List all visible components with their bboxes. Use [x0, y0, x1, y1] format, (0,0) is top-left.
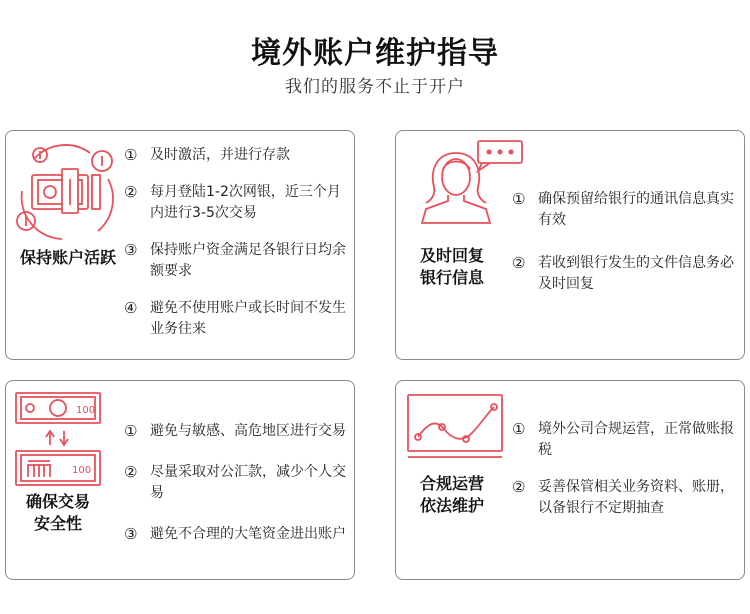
item-number: ① — [124, 146, 138, 164]
card-title-line: 依法维护 — [419, 496, 484, 515]
item-number: ① — [512, 420, 526, 438]
card-title-line: 安全性 — [33, 514, 82, 533]
list-item — [124, 421, 352, 442]
list-item — [124, 182, 349, 224]
item-list — [124, 145, 349, 340]
list-item — [512, 189, 734, 231]
item-number: ③ — [124, 241, 138, 259]
card-title — [396, 245, 508, 289]
card-title-line: 确保交易 — [25, 492, 90, 511]
item-number: ③ — [124, 525, 138, 543]
list-item — [512, 477, 734, 519]
page-title: 境外账户维护指导 — [251, 36, 499, 71]
item-list — [512, 419, 734, 519]
card-title: 保持账户活跃 — [19, 248, 116, 267]
card-title — [6, 491, 110, 535]
card-reply-bank-info — [395, 130, 745, 360]
item-text: 妥善保管相关业务资料、账册，以备银行不定期抽查 — [538, 479, 734, 516]
list-item — [124, 145, 349, 166]
item-text: 若收到银行发生的文件信息务必及时回复 — [538, 255, 734, 292]
card-keep-account-active — [5, 130, 355, 360]
banknote-value: 100 — [72, 465, 92, 476]
item-text: 及时激活，并进行存款 — [150, 147, 290, 163]
item-text: 避免不使用账户或长时间不发生业务往来 — [150, 300, 346, 337]
item-number: ① — [512, 190, 526, 208]
list-item — [512, 253, 734, 295]
banknote-value: 100 — [76, 405, 96, 416]
item-number: ② — [512, 254, 526, 272]
item-number: ④ — [124, 299, 138, 317]
card-title — [396, 473, 508, 517]
page-subtitle: 我们的服务不止于开户 — [285, 77, 465, 97]
item-number: ② — [512, 478, 526, 496]
item-text: 境外公司合规运营，正常做账报税 — [538, 421, 734, 458]
item-list — [124, 421, 352, 545]
item-number: ② — [124, 463, 138, 481]
list-item — [124, 462, 352, 504]
card-title-line: 及时回复 — [419, 246, 484, 265]
item-text: 尽量采取对公汇款，减少个人交易 — [150, 464, 346, 501]
money-cycle-icon — [12, 139, 122, 249]
growth-chart-icon — [406, 393, 506, 463]
list-item — [124, 240, 349, 282]
card-transaction-safety — [5, 380, 355, 580]
card-title-line: 银行信息 — [419, 268, 484, 287]
card-title-line: 合规运营 — [419, 474, 484, 493]
item-text: 保持账户资金满足各银行日均余额要求 — [150, 242, 346, 279]
item-text: 确保预留给银行的通讯信息真实有效 — [538, 191, 734, 228]
item-number: ① — [124, 422, 138, 440]
item-text: 每月登陆1-2次网银，近三个月内进行3-5次交易 — [150, 184, 341, 221]
item-number: ② — [124, 183, 138, 201]
card-compliant-operation — [395, 380, 745, 580]
bank-exchange-icon — [14, 389, 104, 489]
item-text: 避免不合理的大笔资金进出账户 — [150, 526, 346, 542]
item-list — [512, 189, 734, 295]
list-item — [512, 419, 734, 461]
list-item — [124, 298, 349, 340]
item-text: 避免与敏感、高危地区进行交易 — [150, 423, 346, 439]
list-item — [124, 524, 352, 545]
person-chat-icon — [416, 137, 526, 227]
